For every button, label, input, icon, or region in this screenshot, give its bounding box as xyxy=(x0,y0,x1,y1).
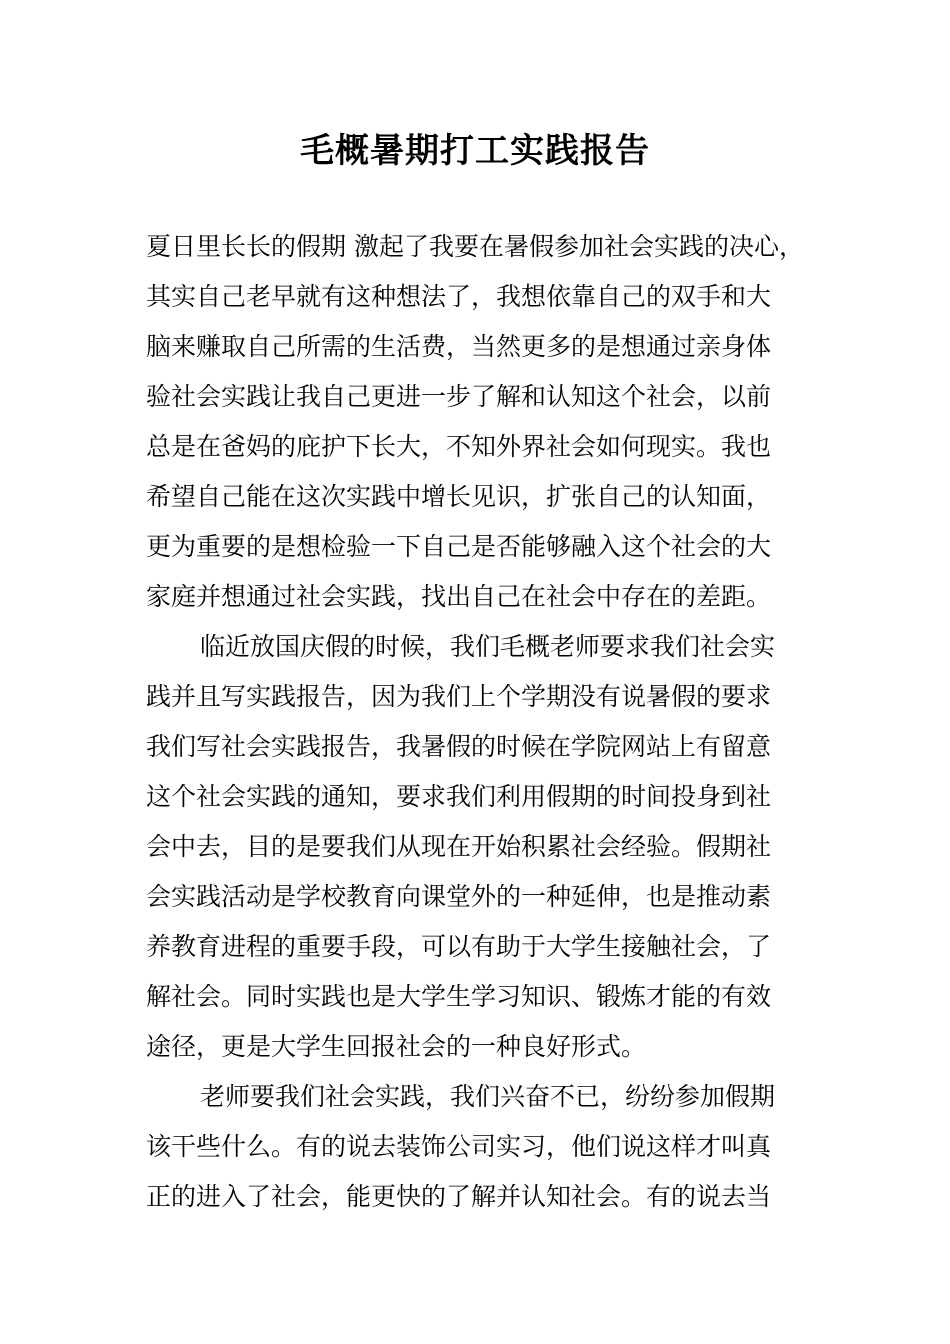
text-line: 更为重要的是想检验一下自己是否能够融入这个社会的大 xyxy=(146,532,772,561)
text-line: 老师要我们社会实践，我们兴奋不已，纷纷参加假期 xyxy=(200,1082,776,1111)
text-line: 临近放国庆假的时候，我们毛概老师要求我们社会实 xyxy=(200,632,776,661)
text-line: 其实自己老早就有这种想法了，我想依靠自己的双手和大 xyxy=(146,282,772,311)
text-line: 我们写社会实践报告，我暑假的时候在学院网站上有留意 xyxy=(146,732,772,761)
text-line: 途径，更是大学生回报社会的一种良好形式。 xyxy=(146,1032,647,1061)
paragraph-1 xyxy=(146,222,826,622)
text-line: 家庭并想通过社会实践，找出自己在社会中存在的差距。 xyxy=(146,582,772,611)
text-line: 该干些什么。有的说去装饰公司实习，他们说这样才叫真 xyxy=(146,1132,772,1161)
text-line: 养教育进程的重要手段，可以有助于大学生接触社会，了 xyxy=(146,932,772,961)
document-title: 毛概暑期打工实践报告 xyxy=(300,131,650,171)
text-line: 验社会实践让我自己更进一步了解和认知这个社会，以前 xyxy=(146,382,772,411)
text-line: 践并且写实践报告，因为我们上个学期没有说暑假的要求 xyxy=(146,682,772,711)
text-line: 解社会。同时实践也是大学生学习知识、锻炼才能的有效 xyxy=(146,982,772,1011)
text-line: 希望自己能在这次实践中增长见识，扩张自己的认知面， xyxy=(146,482,772,511)
paragraph-2 xyxy=(146,622,826,1072)
text-line: 夏日里长长的假期 激起了我要在暑假参加社会实践的决心， xyxy=(146,232,804,261)
text-line: 这个社会实践的通知，要求我们利用假期的时间投身到社 xyxy=(146,782,772,811)
text-line: 会中去，目的是要我们从现在开始积累社会经验。假期社 xyxy=(146,832,772,861)
text-line: 总是在爸妈的庇护下长大，不知外界社会如何现实。我也 xyxy=(146,432,772,461)
text-line: 脑来赚取自己所需的生活费，当然更多的是想通过亲身体 xyxy=(146,332,772,361)
document-body xyxy=(146,222,826,1222)
paragraph-3 xyxy=(146,1072,826,1222)
text-line: 会实践活动是学校教育向课堂外的一种延伸，也是推动素 xyxy=(146,882,772,911)
text-line: 正的进入了社会，能更快的了解并认知社会。有的说去当 xyxy=(146,1182,772,1211)
